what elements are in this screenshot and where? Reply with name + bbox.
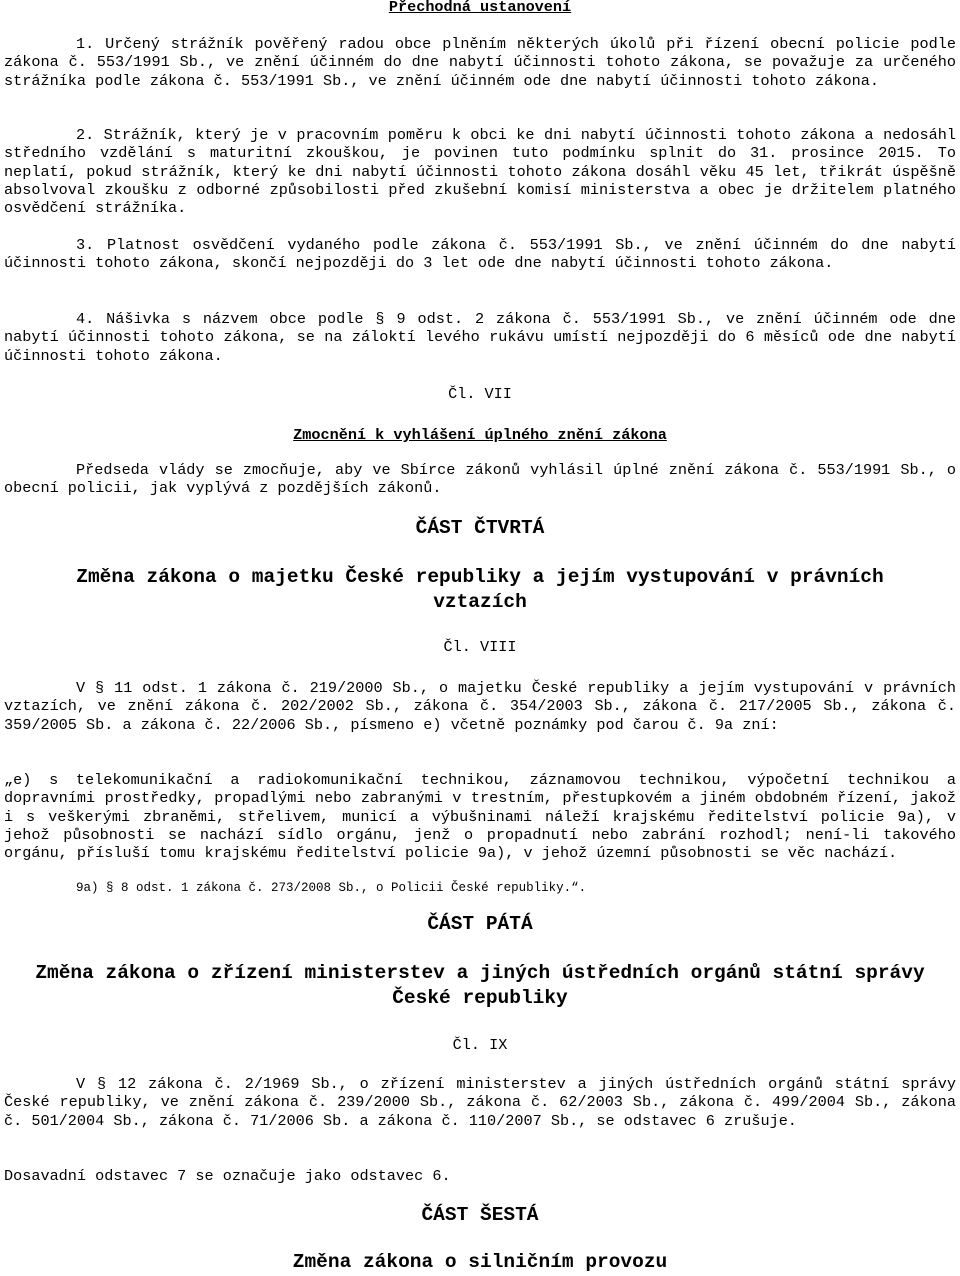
- part-4-title: Změna zákona o majetku České republiky a jejím vystupování v právních vztazích: [76, 566, 884, 613]
- article-7-title: Zmocnění k vyhlášení úplného znění zákona: [293, 426, 667, 444]
- transitional-paragraph-4: 4. Nášivka s názvem obce podle § 9 odst. 2 zákona č. 553/1991 Sb., ve znění účinném ode dne nabytí účinnosti tohoto zákona, se na záloktí levého rukávu umístí nejpozději do 6 měsíců ode dne nabytí účinnosti tohoto zákona.: [4, 310, 956, 365]
- part-6-title: Změna zákona o silničním provozu: [292, 1251, 668, 1273]
- transitional-paragraph-3: 3. Platnost osvědčení vydaného podle zákona č. 553/1991 Sb., ve znění účinném do dne nabytí účinnosti tohoto zákona, skončí nejpozději do 3 let ode dne nabytí účinnosti tohoto zákona.: [4, 236, 956, 273]
- part-6-heading: ČÁST ŠESTÁ: [421, 1204, 539, 1226]
- part-4-heading: ČÁST ČTVRTÁ: [415, 517, 545, 539]
- transitional-paragraph-2: 2. Strážník, který je v pracovním poměru k obci ke dni nabytí účinnosti tohoto zákona a nedosáhl středního vzdělání s maturitní zkouškou, je povinen tuto podmínku splnit do 31. prosince 2015. To neplatí, pokud strážník, který ke dni nabytí účinnosti tohoto zákona dosáhl věku 45 let, třikrát úspěšně absolvoval zkoušku z odborné způsobilosti před zkušební komisí ministerstva a obec je držitelem platného osvědčení strážníka.: [4, 126, 956, 218]
- article-9-number: Čl. IX: [452, 1036, 508, 1054]
- transitional-heading: Přechodná ustanovení: [388, 0, 572, 16]
- article-9-text: V § 12 zákona č. 2/1969 Sb., o zřízení ministerstev a jiných ústředních orgánů státní správy České republiky, ve znění zákona č. 239/2000 Sb., zákona č. 62/2003 Sb., zákona č. 499/2004 Sb., zákona č. 501/2004 Sb., zákona č. 71/2006 Sb. a zákona č. 110/2007 Sb., se odstavec 6 zrušuje.: [4, 1075, 956, 1130]
- article-9-text-2: Dosavadní odstavec 7 se označuje jako odstavec 6.: [4, 1167, 451, 1185]
- article-8-quote: „e) s telekomunikační a radiokomunikační technikou, záznamovou technikou, výpočetní technikou a dopravními prostředky, propadlými nebo zabranými v trestním, přestupkovém a jiném obdobném řízení, jakož i s veškerými zbraněmi, střelivem, municí a výbušninami náleží krajskému ředitelství policie 9a), v jehož působnosti se nachází sídlo orgánu, jenž o propadnutí nebo zabrání rozhodl; není-li takového orgánu, přísluší tomu krajskému ředitelství policie 9a), v jehož územní působnosti se věc nachází.: [4, 771, 956, 863]
- article-8-intro: V § 11 odst. 1 zákona č. 219/2000 Sb., o majetku České republiky a jejím vystupování v právních vztazích, ve znění zákona č. 202/2002 Sb., zákona č. 354/2003 Sb., zákona č. 217/2005 Sb., zákona č. 359/2005 Sb. a zákona č. 22/2006 Sb., písmeno e) včetně poznámky pod čarou č. 9a zní:: [4, 679, 956, 734]
- transitional-paragraph-1: 1. Určený strážník pověřený radou obce plněním některých úkolů při řízení obecní policie podle zákona č. 553/1991 Sb., ve znění účinném do dne nabytí účinnosti tohoto zákona, se považuje za určeného strážníka podle zákona č. 553/1991 Sb., ve znění účinném ode dne nabytí účinnosti tohoto zákona.: [4, 35, 956, 90]
- article-7-number: Čl. VII: [448, 385, 512, 403]
- article-8-footnote: 9a) § 8 odst. 1 zákona č. 273/2008 Sb., o Policii České republiky.“.: [76, 881, 587, 895]
- article-7-text: Předseda vlády se zmocňuje, aby ve Sbírce zákonů vyhlásil úplné znění zákona č. 553/1991 Sb., o obecní policii, jak vyplývá z pozdějších zákonů.: [4, 461, 956, 498]
- article-8-number: Čl. VIII: [443, 638, 517, 656]
- part-5-title: Změna zákona o zřízení ministerstev a jiných ústředních orgánů státní správy České republiky: [35, 962, 925, 1009]
- part-5-heading: ČÁST PÁTÁ: [427, 913, 533, 935]
